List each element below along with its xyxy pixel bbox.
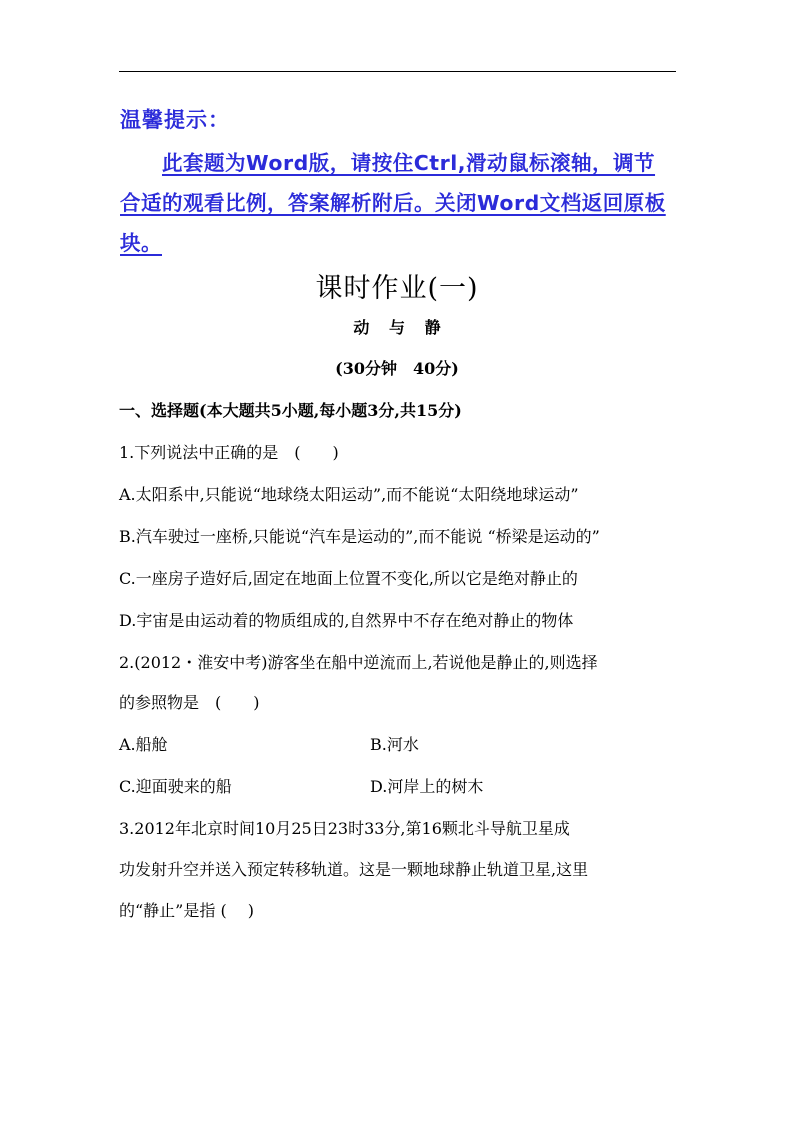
section-heading: 一、选择题(本大题共5小题,每小题3分,共15分) — [119, 401, 462, 420]
document-subtitle: 动 与 静 — [353, 318, 441, 337]
document-title: 课时作业(一) — [315, 273, 479, 304]
question-3-stem-line-1: 3.2012年北京时间10月25日23时33分,第16颗北斗导航卫星成 — [119, 819, 570, 838]
document-meta: (30分钟 40分) — [335, 359, 459, 378]
question-2-stem-line-1: 2.(2012・淮安中考)游客坐在船中逆流而上,若说他是静止的,则选择 — [119, 653, 598, 672]
notice-body: 此套题为Word版，请按住Ctrl,滑动鼠标滚轴，调节合适的观看比例，答案解析附后。关闭Word文档返回原板块。 — [120, 151, 666, 255]
header-rule — [119, 71, 676, 72]
question-2-stem-line-2: 的参照物是 ( ) — [119, 693, 260, 712]
question-1-stem: 1.下列说法中正确的是 ( ) — [119, 443, 339, 462]
question-2-option-a: A.船舱 — [119, 735, 168, 754]
question-3-stem-line-3: 的“静止”是指 ( ) — [119, 901, 255, 920]
question-2-option-c: C.迎面驶来的船 — [119, 777, 232, 796]
question-3-stem-line-2: 功发射升空并送入预定转移轨道。这是一颗地球静止轨道卫星,这里 — [119, 860, 589, 879]
question-1-option-c: C.一座房子造好后,固定在地面上位置不变化,所以它是绝对静止的 — [119, 569, 578, 588]
question-1-option-d: D.宇宙是由运动着的物质组成的,自然界中不存在绝对静止的物体 — [119, 611, 574, 630]
question-2-option-d: D.河岸上的树木 — [370, 777, 484, 796]
notice-heading: 温馨提示： — [120, 108, 230, 132]
question-2-option-b: B.河水 — [370, 735, 419, 754]
question-1-option-b: B.汽车驶过一座桥,只能说“汽车是运动的”,而不能说 “桥梁是运动的” — [119, 527, 600, 546]
question-1-option-a: A.太阳系中,只能说“地球绕太阳运动”,而不能说“太阳绕地球运动” — [119, 485, 579, 504]
